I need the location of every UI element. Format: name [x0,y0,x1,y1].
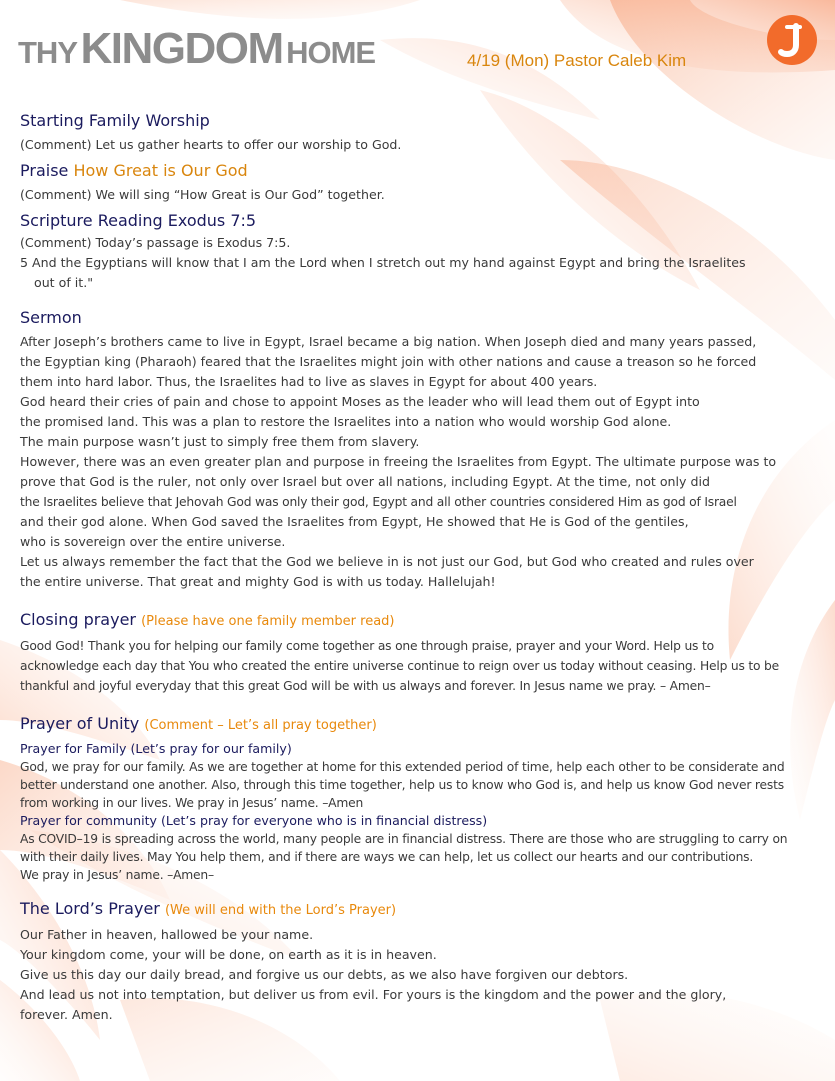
prayer-line: from working in our lives. We pray in Jesus’ name. –Amen [20,796,364,810]
sermon-line: and their god alone. When God saved the Israelites from Egypt, He showed that He is God of the gentiles, [20,514,689,529]
section-title [20,713,830,737]
prayer-line: And lead us not into temptation, but deliver us from evil. For yours is the kingdom and the power and the glory, [20,987,727,1002]
j-mark-icon [777,23,807,57]
worship-content [20,110,830,1025]
sermon-line: them into hard labor. Thus, the Israelites had to live as slaves in Egypt for about 400 years. [20,374,598,389]
prayer-line: with their daily lives. May You help them, and if there are ways we can help, let us collect our hearts and our contributions. [20,850,754,864]
prayer-line: forever. Amen. [20,1007,113,1022]
section-lords-prayer [20,898,830,1025]
prayer-line: better understand one another. Also, through this time together, help us to know who God is, and help us know God never rests [20,778,784,792]
section-starting [20,110,830,155]
section-prayer-of-unity [20,713,830,884]
section-praise [20,160,830,205]
comment-text: (Comment) Today’s passage is Exodus 7:5. [20,235,291,250]
closing-note: (Please have one family member read) [141,614,395,629]
section-title [20,898,830,922]
unity-note: (Comment – Let’s all pray together) [144,718,377,733]
lords-prayer-note: (We will end with the Lord’s Prayer) [164,903,397,918]
sermon-line: However, there was an even greater plan and purpose in freeing the Israelites from Egypt. The ultimate purpose was to [20,454,777,469]
section-scripture [20,210,830,293]
section-closing-prayer [20,609,830,696]
prayer-line: Good God! Thank you for helping our family come together as one through praise, prayer and your Word. Help us to [20,639,714,653]
prayer-line: God, we pray for our family. As we are together at home for this extended period of time, help each other to be considerate and [20,760,785,774]
lords-prayer-label: The Lord’s Prayer [20,899,160,918]
sermon-line: prove that God is the ruler, not only over Israel but over all nations, including Egypt. At the time, not only did [20,474,710,489]
sermon-line: the entire universe. That great and mighty God is with us today. Hallelujah! [20,574,496,589]
sermon-line: God heard their cries of pain and chose to appoint Moses as the leader who will lead them out of Egypt into [20,394,700,409]
brand-title [18,24,375,74]
section-title [20,160,830,182]
prayer-line: Your kingdom come, your will be done, on earth as it is in heaven. [20,947,437,962]
sermon-line: who is sovereign over the entire universe. [20,534,286,549]
brand-home: HOME [286,35,376,70]
dateline: 4/19 (Mon) Pastor Caleb Kim [467,51,687,70]
sermon-line: the Egyptian king (Pharaoh) feared that the Israelites might join with other nations and cause a treason so he forced [20,354,757,369]
section-sermon [20,307,830,592]
prayer-line: Our Father in heaven, hallowed be your name. [20,927,314,942]
section-title: Starting Family Worship [20,111,210,130]
comment-text: (Comment) Let us gather hearts to offer our worship to God. [20,137,402,152]
prayer-line: We pray in Jesus’ name. –Amen– [20,868,214,882]
sermon-line: After Joseph’s brothers came to live in Egypt, Israel became a big nation. When Joseph died and many years passed, [20,334,757,349]
family-prayer-title: Prayer for Family (Let’s pray for our family) [20,741,292,756]
section-title [20,609,830,633]
section-title: Sermon [20,308,82,327]
verse-line: out of it." [34,275,94,290]
community-prayer-title: Prayer for community (Let’s pray for everyone who is in financial distress) [20,813,488,828]
closing-label: Closing prayer [20,610,136,629]
church-logo-icon [767,15,817,65]
brand-thy: THY [18,35,77,70]
prayer-line: acknowledge each day that You who created the entire universe continue to reign over us today without ceasing. Help us to be [20,659,780,673]
sermon-body [20,332,830,592]
sermon-line: the promised land. This was a plan to restore the Israelites into a nation who would worship God alone. [20,414,672,429]
sermon-line: Let us always remember the fact that the God we believe in is not just our God, but God who created and rules over [20,554,754,569]
song-title: How Great is Our God [73,161,248,180]
verse-line: 5 And the Egyptians will know that I am the Lord when I stretch out my hand against Egypt and bring the Israelites [20,255,746,270]
praise-label: Praise [20,161,69,180]
prayer-line: Give us this day our daily bread, and forgive us our debts, as we also have forgiven our debtors. [20,967,629,982]
closing-body [20,636,830,696]
brand-kingdom: KINGDOM [80,24,283,73]
lords-prayer-body [20,925,830,1025]
prayer-line: thankful and joyful everyday that this great God will be with us always and forever. In Jesus name we pray. – Amen– [20,679,711,693]
unity-label: Prayer of Unity [20,714,140,733]
sermon-line: The main purpose wasn’t just to simply free them from slavery. [20,434,420,449]
section-title: Scripture Reading Exodus 7:5 [20,211,257,230]
comment-text: (Comment) We will sing “How Great is Our God” together. [20,187,385,202]
sermon-line: the Israelites believe that Jehovah God was only their god, Egypt and all other countries considered Him as god of Israel [20,495,737,509]
prayer-line: As COVID–19 is spreading across the world, many people are in financial distress. There are those who are struggling to carry on [20,832,788,846]
